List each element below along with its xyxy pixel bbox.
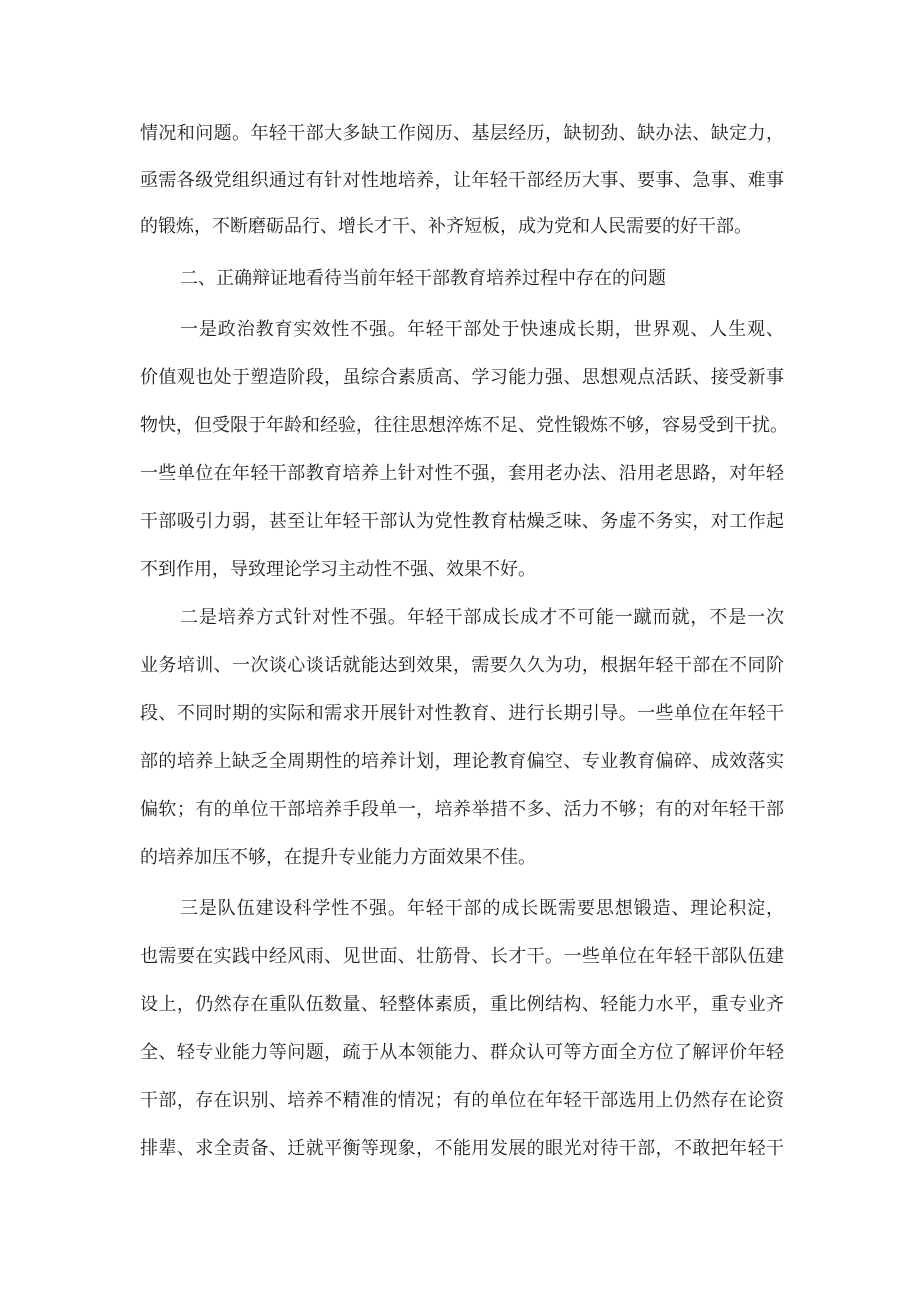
text-line: 设上，仍然存在重队伍数量、轻整体素质，重比例结构、轻能力水平，重专业齐 [140,994,784,1015]
text-line: 的培养加压不够，在提升专业能力方面效果不佳。 [140,847,536,868]
text-line: 干部吸引力弱，甚至让年轻干部认为党性教育枯燥乏味、务虚不务实，对工作起 [140,511,784,532]
text-line: 情况和问题。年轻干部大多缺工作阅历、基层经历，缺韧劲、缺办法、缺定力， [140,123,784,144]
text-line: 排辈、求全责备、迁就平衡等现象，不能用发展的眼光对待干部，不敢把年轻干 [140,1138,784,1159]
text-line: 偏软；有的单位干部培养手段单一，培养举措不多、活力不够；有的对年轻干部 [140,799,784,820]
text-line: 二是培养方式针对性不强。年轻干部成长成才不可能一蹴而就，不是一次 [180,607,784,628]
text-line: 部的培养上缺乏全周期性的培养计划，理论教育偏空、专业教育偏碎、成效落实 [140,751,784,772]
text-line: 物快，但受限于年龄和经验，往往思想淬炼不足、党性锻炼不够，容易受到干扰。 [140,415,788,436]
text-line: 业务培训、一次谈心谈话就能达到效果，需要久久为功，根据年轻干部在不同阶 [140,655,784,676]
text-line: 干部，存在识别、培养不精准的情况；有的单位在年轻干部选用上仍然存在论资 [140,1090,784,1111]
text-line: 三是队伍建设科学性不强。年轻干部的成长既需要思想锻造、理论积淀， [180,898,784,919]
text-line: 不到作用，导致理论学习主动性不强、效果不好。 [140,559,536,580]
text-line: 的锻炼，不断磨砺品行、增长才干、补齐短板，成为党和人民需要的好干部。 [140,216,752,237]
text-line: 一是政治教育实效性不强。年轻干部处于快速成长期，世界观、人生观、 [180,319,784,340]
section-heading: 二、正确辩证地看待当前年轻干部教育培养过程中存在的问题 [180,268,666,289]
text-line: 全、轻专业能力等问题，疏于从本领能力、群众认可等方面全方位了解评价年轻 [140,1042,784,1063]
text-line: 亟需各级党组织通过有针对性地培养，让年轻干部经历大事、要事、急事、难事 [140,170,784,191]
text-line: 价值观也处于塑造阶段，虽综合素质高、学习能力强、思想观点活跃、接受新事 [140,367,784,388]
text-line: 一些单位在年轻干部教育培养上针对性不强，套用老办法、沿用老思路，对年轻 [140,463,784,484]
text-line: 段、不同时期的实际和需求开展针对性教育、进行长期引导。一些单位在年轻干 [140,703,784,724]
text-line: 也需要在实践中经风雨、见世面、壮筋骨、长才干。一些单位在年轻干部队伍建 [140,946,784,967]
